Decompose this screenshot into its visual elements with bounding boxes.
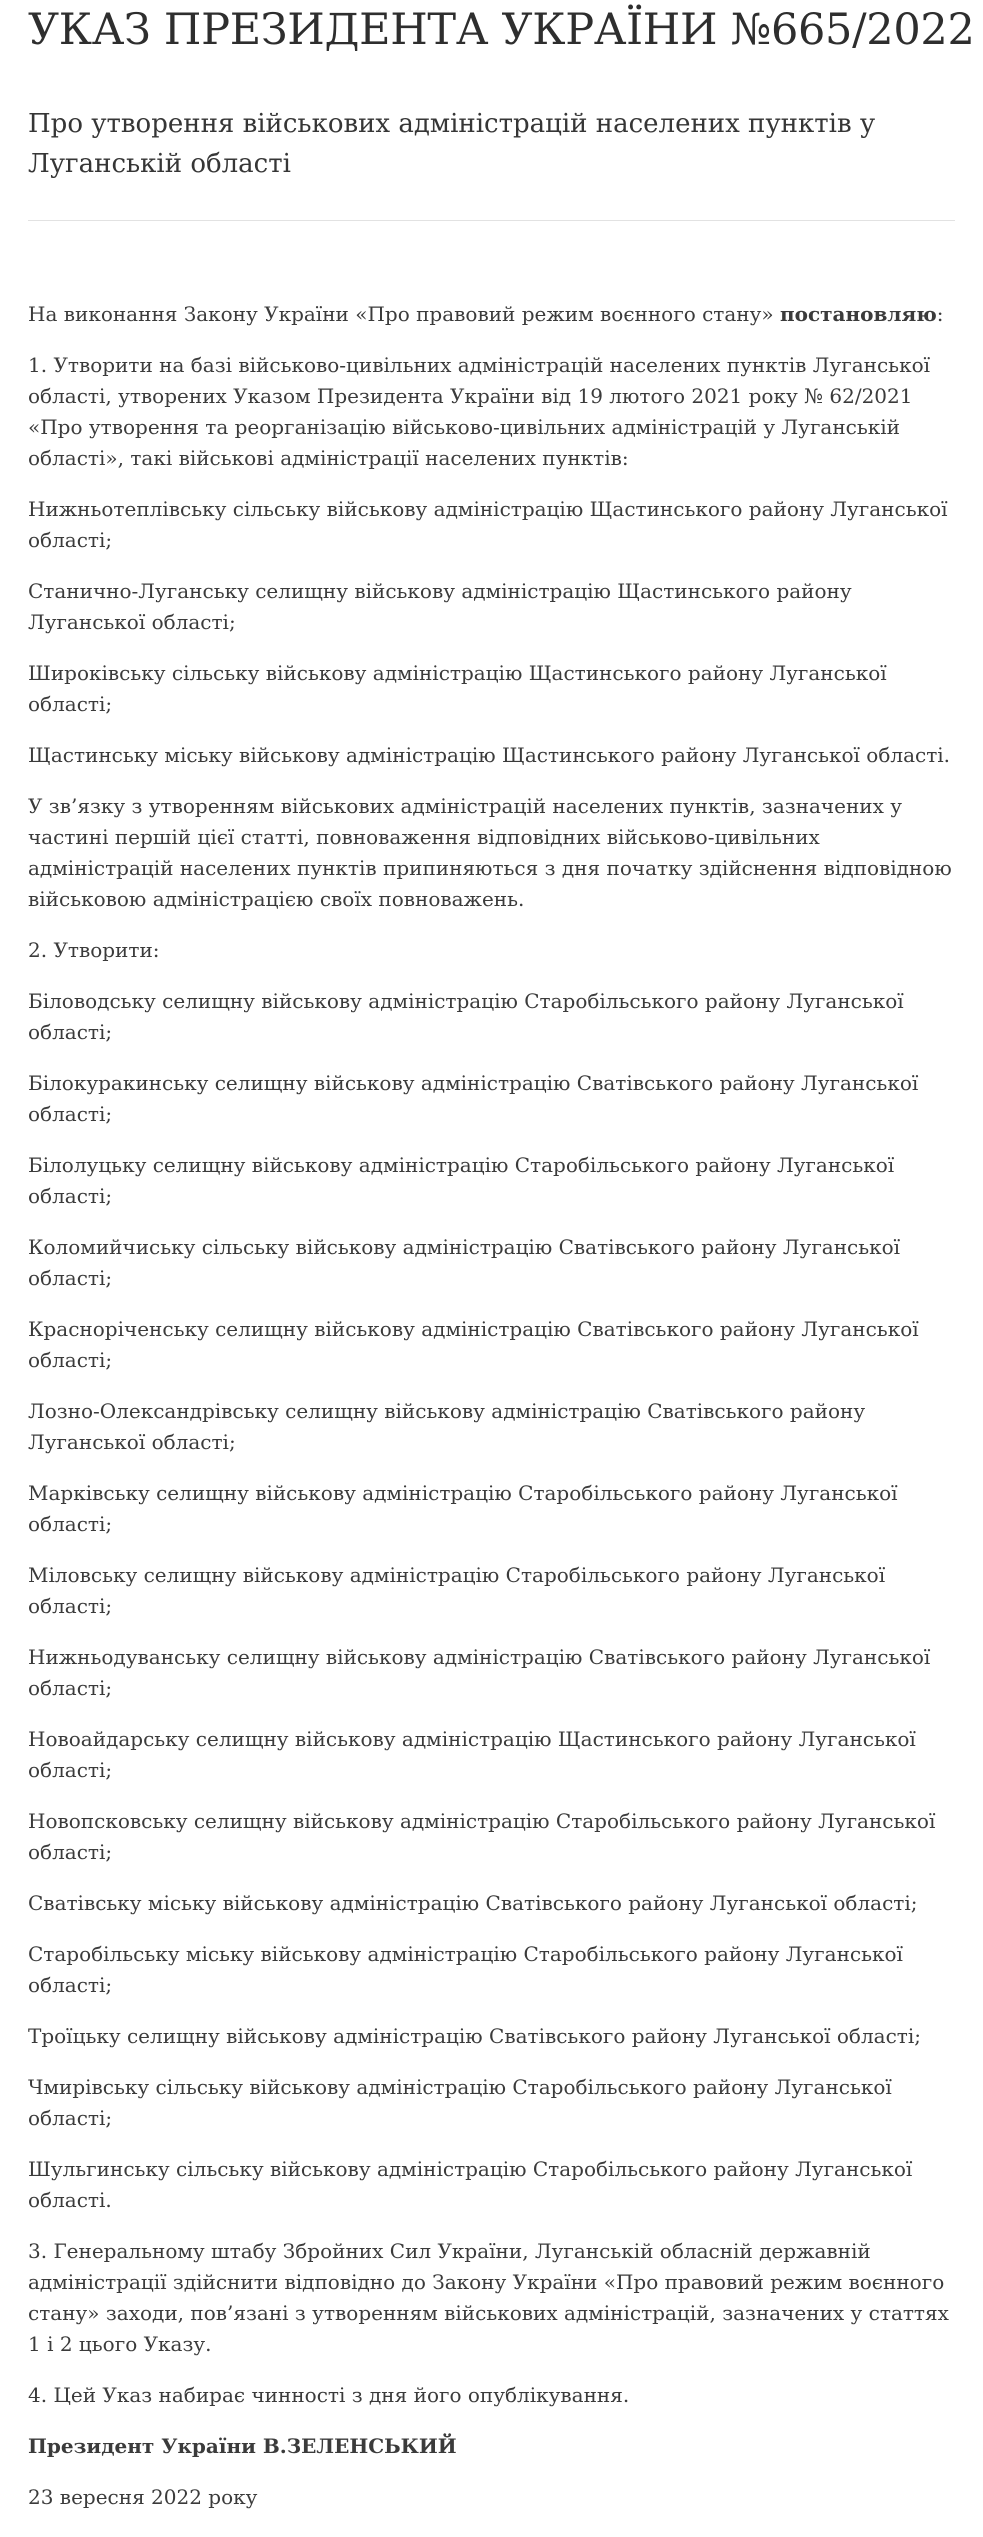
intro-text-after: : <box>936 302 944 327</box>
decree-paragraph-item: Новоайдарську селищну військову адміністрацію Щастинського району Луганської області; <box>28 1727 916 1783</box>
decree-paragraph-item: Щастинську міську військову адміністрацію Щастинського району Луганської області. <box>28 743 951 768</box>
decree-paragraph-item: Станично-Луганську селищну військову адміністрацію Щастинського району Луганської області; <box>28 579 852 635</box>
decree-paragraph-item: Красноріченську селищну військову адміністрацію Сватівського району Луганської області; <box>28 1317 919 1373</box>
decree-paragraph-article-3: 3. Генеральному штабу Збройних Сил України, Луганській обласній державній адміністрації здійснити відповідно до Закону України «Про правовий режим воєнного стану» заходи, пов’язані з утворенням військових адміністрацій, зазначених у статтях 1 і 2 цього Указу. <box>28 2239 949 2357</box>
decree-paragraph-item: Шульгинську сільську військову адміністрацію Старобільського району Луганської області. <box>28 2157 913 2213</box>
decree-paragraph-item: Білокуракинську селищну військову адміністрацію Сватівського району Луганської області; <box>28 1071 919 1127</box>
decree-paragraph-item: Широківську сільську військову адміністрацію Щастинського району Луганської області; <box>28 661 887 717</box>
decree-paragraph-item: Сватівську міську військову адміністрацію Сватівського району Луганської області; <box>28 1891 918 1916</box>
intro-bold-word: постановляю <box>779 302 937 327</box>
intro-text-before: На виконання Закону України «Про правовий режим воєнного стану» <box>28 302 780 327</box>
decree-paragraph-item: Нижньодуванську селищну військову адміністрацію Сватівського району Луганської області; <box>28 1645 931 1701</box>
decree-paragraph-item: Лозно-Олександрівську селищну військову адміністрацію Сватівського району Луганської області; <box>28 1399 866 1455</box>
decree-date: 23 вересня 2022 року <box>28 2485 258 2510</box>
decree-subtitle: Про утворення військових адміністрацій населених пунктів у Луганській області <box>28 109 876 180</box>
decree-paragraph-item: Марківську селищну військову адміністрацію Старобільського району Луганської області; <box>28 1481 898 1537</box>
decree-paragraph-item: Новопсковську селищну військову адміністрацію Старобільського району Луганської області; <box>28 1809 936 1865</box>
decree-paragraph-item: Нижньотеплівську сільську військову адміністрацію Щастинського району Луганської області; <box>28 497 948 553</box>
decree-paragraph-item: Троїцьку селищну військову адміністрацію Сватівського району Луганської області; <box>28 2024 921 2049</box>
page-title: УКАЗ ПРЕЗИДЕНТА УКРАЇНИ №665/2022 <box>28 5 975 55</box>
decree-paragraph-item: Старобільську міську військову адміністрацію Старобільського району Луганської області; <box>28 1942 903 1998</box>
decree-paragraph-article-2: 2. Утворити: <box>28 938 160 963</box>
decree-paragraph-item: Чмирівську сільську військову адміністрацію Старобільського району Луганської області; <box>28 2075 892 2131</box>
decree-paragraph-note: У зв’язку з утворенням військових адміністрацій населених пунктів, зазначених у частині першій цієї статті, повноваження відповідних військово-цивільних адміністрацій населених пунктів припиняються з дня початку здійснення відповідною військовою адміністрацією своїх повноважень. <box>28 794 952 912</box>
decree-paragraph-item: Білолуцьку селищну військову адміністрацію Старобільського району Луганської області; <box>28 1153 895 1209</box>
decree-paragraph-item: Біловодську селищну військову адміністрацію Старобільського району Луганської області; <box>28 989 904 1045</box>
divider <box>28 220 955 221</box>
decree-paragraph-article-4: 4. Цей Указ набирає чинності з дня його опублікування. <box>28 2383 630 2408</box>
intro-paragraph <box>28 299 955 330</box>
decree-paragraph-article-1: 1. Утворити на базі військово-цивільних адміністрацій населених пунктів Луганської області, утворених Указом Президента України від 19 лютого 2021 року № 62/2021 «Про утворення та реорганізацію військово-цивільних адміністрацій у Луганській області», такі військові адміністрації населених пунктів: <box>28 353 931 471</box>
signature-line: Президент України В.ЗЕЛЕНСЬКИЙ <box>28 2434 457 2459</box>
decree-body <box>28 299 955 2513</box>
decree-paragraph-item: Коломийчиську сільську військову адміністрацію Сватівського району Луганської області; <box>28 1235 901 1291</box>
decree-paragraph-item: Міловську селищну військову адміністрацію Старобільського району Луганської області; <box>28 1563 886 1619</box>
